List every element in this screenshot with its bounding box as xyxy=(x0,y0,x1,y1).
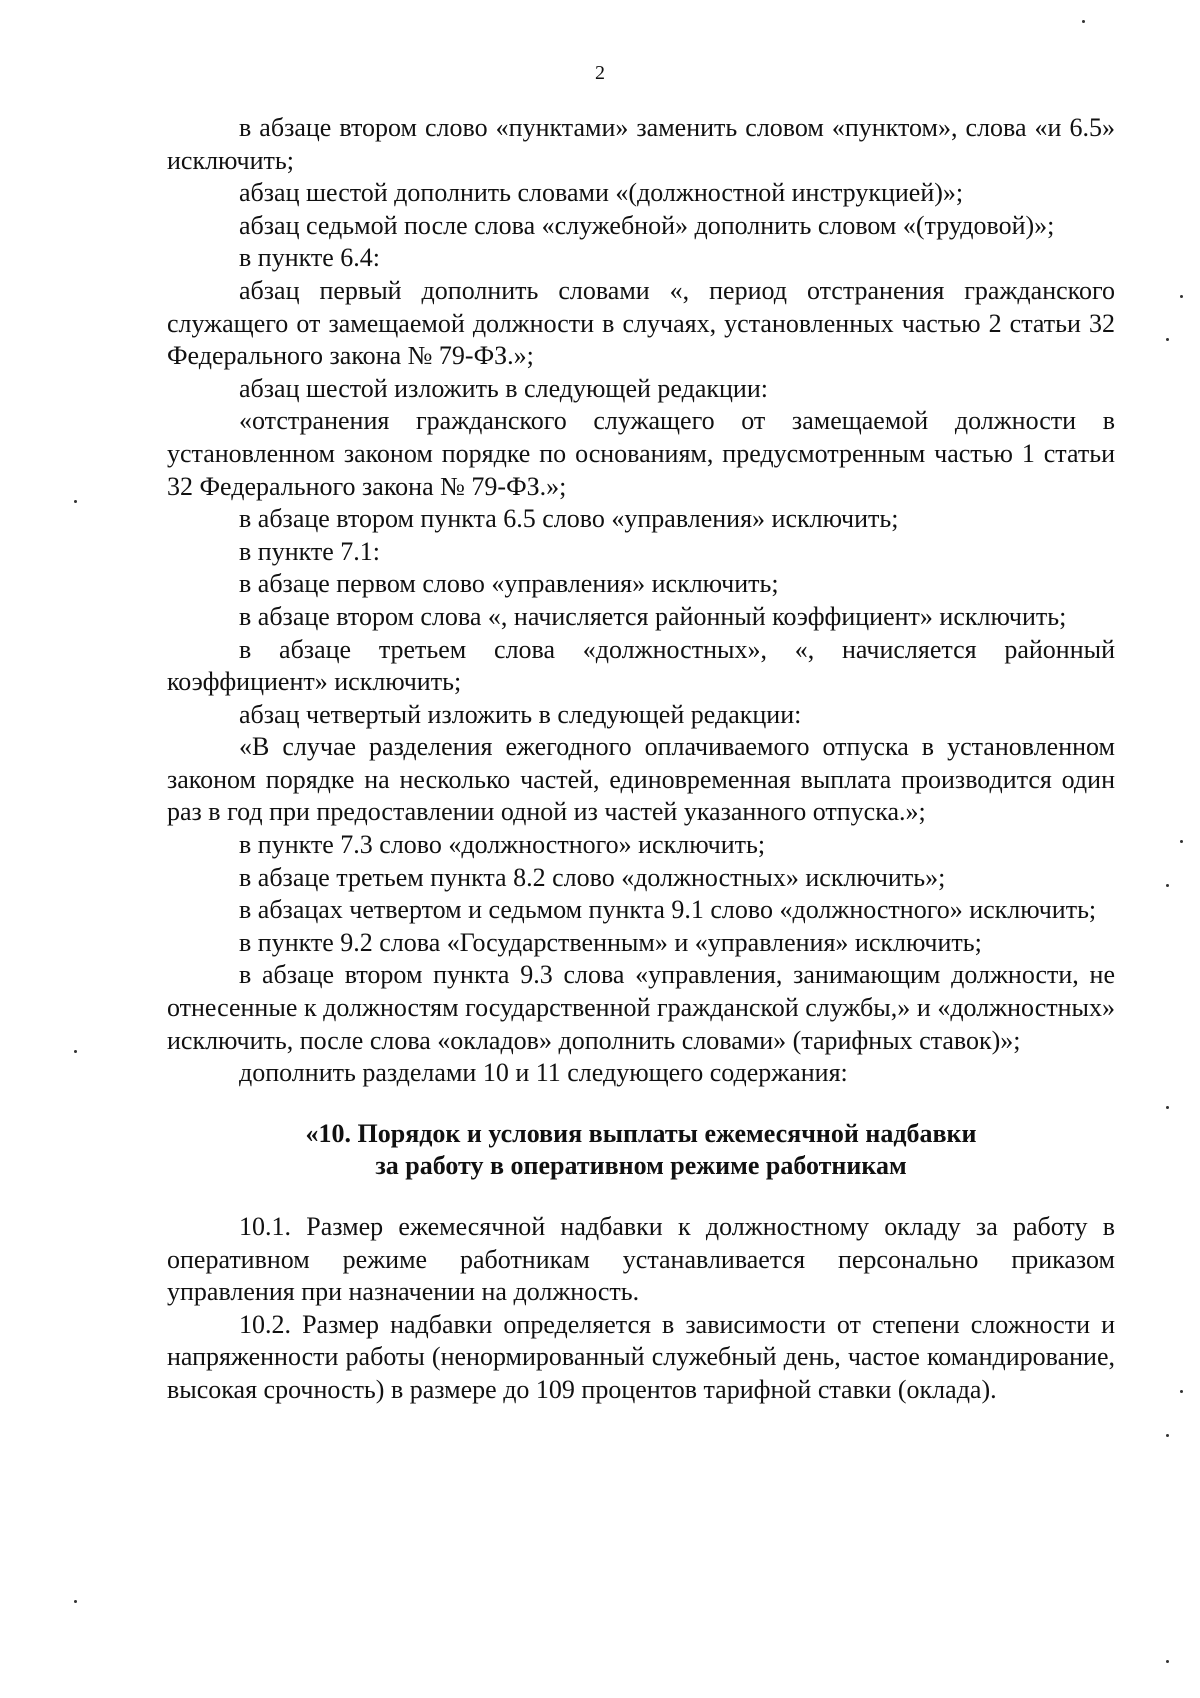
scan-speck xyxy=(74,1050,77,1053)
scan-speck xyxy=(1166,1660,1169,1663)
scan-speck xyxy=(1166,1106,1169,1109)
paragraph-18: в пункте 9.2 слова «Государственным» и «управления» исключить; xyxy=(239,927,982,957)
scan-speck xyxy=(1180,840,1183,843)
paragraph-4: в пункте 6.4: xyxy=(239,243,381,273)
paragraph-8: в абзаце втором пункта 6.5 слово «управления» исключить; xyxy=(239,504,899,534)
paragraph-3: абзац седьмой после слова «служебной» дополнить словом «(трудовой)»; xyxy=(239,210,1055,240)
paragraph-19: в абзаце втором пункта 9.3 слова «управления, занимающим должности, не отнесенные к должностям государственной гражданской службы,» и «должностных» исключить, после слова «окладов» дополнить словами» (тарифных ставок)»; xyxy=(167,960,1115,1055)
document-body xyxy=(167,112,1115,1407)
paragraph-20: дополнить разделами 10 и 11 следующего содержания: xyxy=(239,1058,848,1088)
paragraph-17: в абзацах четвертом и седьмом пункта 9.1 слово «должностного» исключить; xyxy=(239,895,1097,925)
page-number: 2 xyxy=(595,62,605,84)
paragraph-7: «отстранения гражданского служащего от замещаемой должности в установленном законом порядке по основаниям, предусмотренным частью 1 статьи 32 Федерального закона № 79-ФЗ.»; xyxy=(167,406,1115,501)
paragraph-12: в абзаце третьем слова «должностных», «, начисляется районный коэффициент» исключить; xyxy=(167,634,1115,697)
section-paragraph-10-1: 10.1. Размер ежемесячной надбавки к должностному окладу за работу в оперативном режиме работникам устанавливается персонально приказом управления при назначении на должность. xyxy=(167,1212,1115,1307)
paragraph-6: абзац шестой изложить в следующей редакции: xyxy=(239,373,768,403)
paragraph-14: «В случае разделения ежегодного оплачиваемого отпуска в установленном законом порядке на несколько частей, единовременная выплата производится один раз в год при предоставлении одной из частей указанного отпуска.»; xyxy=(167,732,1115,827)
paragraph-5: абзац первый дополнить словами «, период отстранения гражданского служащего от замещаемой должности в случаях, установленных частью 2 статьи 32 Федерального закона № 79-ФЗ.»; xyxy=(167,275,1115,371)
paragraph-9: в пункте 7.1: xyxy=(239,536,381,566)
scan-speck xyxy=(1166,884,1169,887)
scan-speck xyxy=(1166,338,1169,341)
scan-speck xyxy=(1180,295,1183,298)
section-title-line-1: «10. Порядок и условия выплаты ежемесячной надбавки xyxy=(305,1118,977,1148)
scan-speck xyxy=(1166,1434,1169,1437)
scan-speck xyxy=(74,500,77,503)
paragraph-13: абзац четвертый изложить в следующей редакции: xyxy=(239,699,802,729)
paragraph-16: в абзаце третьем пункта 8.2 слово «должностных» исключить»; xyxy=(239,862,946,892)
section-10-title xyxy=(167,1118,1115,1183)
paragraph-15: в пункте 7.3 слово «должностного» исключить; xyxy=(239,830,766,860)
section-paragraph-10-2: 10.2. Размер надбавки определяется в зависимости от степени сложности и напряженности работы (ненормированный служебный день, частое командирование, высокая срочность) в размере до 109 процентов тарифной ставки (оклада). xyxy=(167,1309,1115,1404)
section-title-line-2: за работу в оперативном режиме работникам xyxy=(375,1151,907,1181)
paragraph-11: в абзаце втором слова «, начисляется районный коэффициент» исключить; xyxy=(239,601,1067,631)
scan-speck xyxy=(1180,1390,1183,1393)
paragraph-2: абзац шестой дополнить словами «(должностной инструкцией)»; xyxy=(239,178,964,208)
paragraph-10: в абзаце первом слово «управления» исключить; xyxy=(239,569,779,599)
scan-speck xyxy=(74,1600,77,1603)
paragraph-1: в абзаце втором слово «пунктами» заменить словом «пунктом», слова «и 6.5» исключить; xyxy=(167,113,1115,175)
scan-speck xyxy=(1082,20,1085,23)
